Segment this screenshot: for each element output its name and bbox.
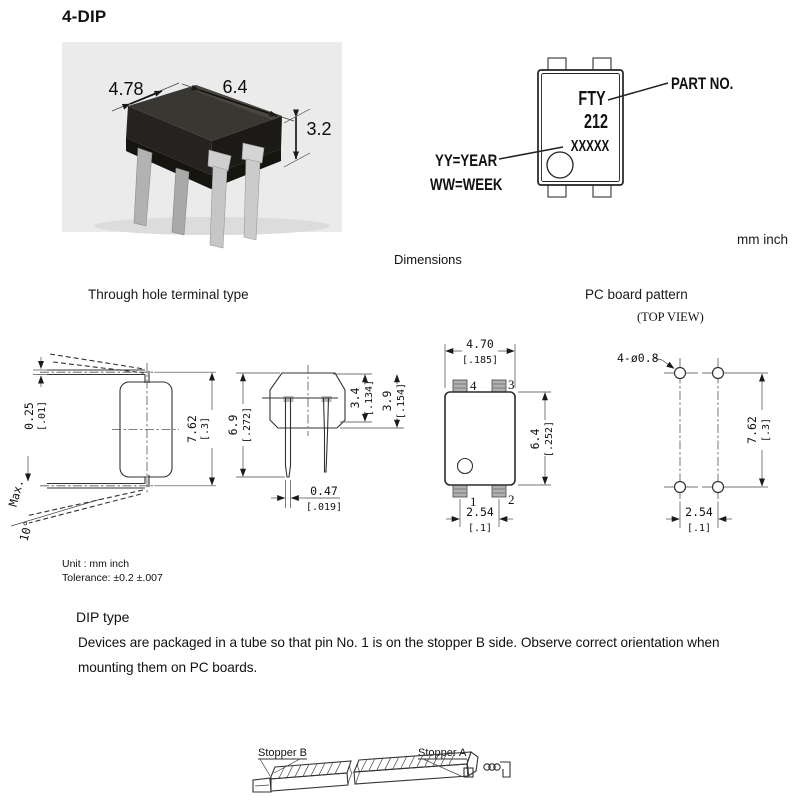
- tube-packing-drawing: [245, 736, 525, 802]
- top-view-subheading: (TOP VIEW): [637, 310, 704, 324]
- pcb-row-mm: 7.62: [745, 416, 759, 444]
- top-view-drawing: [420, 332, 610, 540]
- front-body2-mm: 3.9: [380, 390, 394, 412]
- pin-number-4: 4: [470, 378, 477, 393]
- marking-part-line1: FTY: [578, 86, 606, 110]
- front-height-mm: 6.9: [226, 414, 240, 436]
- photo-dim-length: 6.4: [222, 77, 248, 97]
- side-span-in: [.3]: [200, 416, 211, 442]
- pcb-holes: [675, 368, 724, 493]
- dip-type-paragraph: Devices are packaged in a tube so that pin No. 1 is on the stopper B side. Observe correct orientation when mounting them on PC boards.: [78, 635, 720, 675]
- photo-dim-width: 4.78: [108, 79, 144, 99]
- side-lead-thickness-in: [.01]: [37, 400, 48, 432]
- unit-note: Unit : mm inch: [62, 558, 130, 570]
- dimensions-heading: Dimensions: [394, 252, 462, 267]
- marking-package-outline: [538, 58, 623, 197]
- top-pitch-mm: 2.54: [466, 505, 494, 519]
- pcb-col-in: [.1]: [686, 523, 712, 534]
- front-height-in: [.272]: [242, 406, 253, 444]
- side-view-drawing: [6, 336, 218, 551]
- top-length-mm: 6.4: [528, 428, 542, 450]
- marking-part-line2: 212: [583, 109, 609, 133]
- units-note: mm inch: [737, 232, 789, 247]
- front-lead-width-in: [.019]: [305, 502, 343, 513]
- top-width-mm: 4.70: [466, 337, 494, 351]
- front-lead-width-mm: 0.47: [310, 484, 338, 498]
- page-title: 4-DIP: [62, 7, 107, 26]
- photo-dim-height: 3.2: [306, 119, 332, 139]
- side-max-angle-word: Max.: [5, 477, 27, 509]
- side-lead-thickness-mm: 0.25: [22, 402, 36, 430]
- package-photo: [62, 42, 342, 232]
- marking-diagram: [425, 55, 795, 205]
- front-view-drawing: [228, 338, 420, 518]
- side-span-mm: 7.62: [185, 415, 199, 443]
- part-no-label: PART NO.: [671, 74, 734, 94]
- year-code-label: YY=YEAR: [435, 151, 498, 171]
- through-hole-heading: Through hole terminal type: [88, 287, 249, 302]
- pin-number-1: 1: [470, 494, 477, 509]
- top-length-in: [.252]: [544, 420, 555, 458]
- top-view-pins: [453, 380, 506, 497]
- pcb-row-in: [.3]: [761, 417, 772, 443]
- week-code-label: WW=WEEK: [430, 175, 503, 195]
- side-max-angle-value: 10°: [16, 519, 36, 543]
- pc-board-heading: PC board pattern: [585, 287, 688, 302]
- top-width-in: [.185]: [461, 355, 499, 366]
- pin-number-2: 2: [508, 492, 515, 507]
- front-body1-in: [.134]: [364, 379, 375, 417]
- stopper-pin: [484, 762, 510, 777]
- tolerance-note: Tolerance: ±0.2 ±.007: [62, 572, 163, 584]
- pcb-col-mm: 2.54: [685, 505, 713, 519]
- front-body1-mm: 3.4: [348, 387, 362, 409]
- dip-type-heading: DIP type: [76, 609, 130, 625]
- marking-lot-code: XXXXX: [570, 136, 610, 155]
- top-view-pin1-circle: [458, 459, 473, 474]
- pcb-pattern-drawing: [612, 332, 794, 540]
- pcb-holes-label: 4-ø0.8: [617, 351, 659, 365]
- top-pitch-in: [.1]: [467, 523, 493, 534]
- pin-number-3: 3: [508, 377, 515, 392]
- front-body2-in: [.154]: [396, 382, 407, 420]
- stopper-a-label: Stopper A: [418, 747, 467, 759]
- stopper-b-label: Stopper B: [258, 747, 307, 759]
